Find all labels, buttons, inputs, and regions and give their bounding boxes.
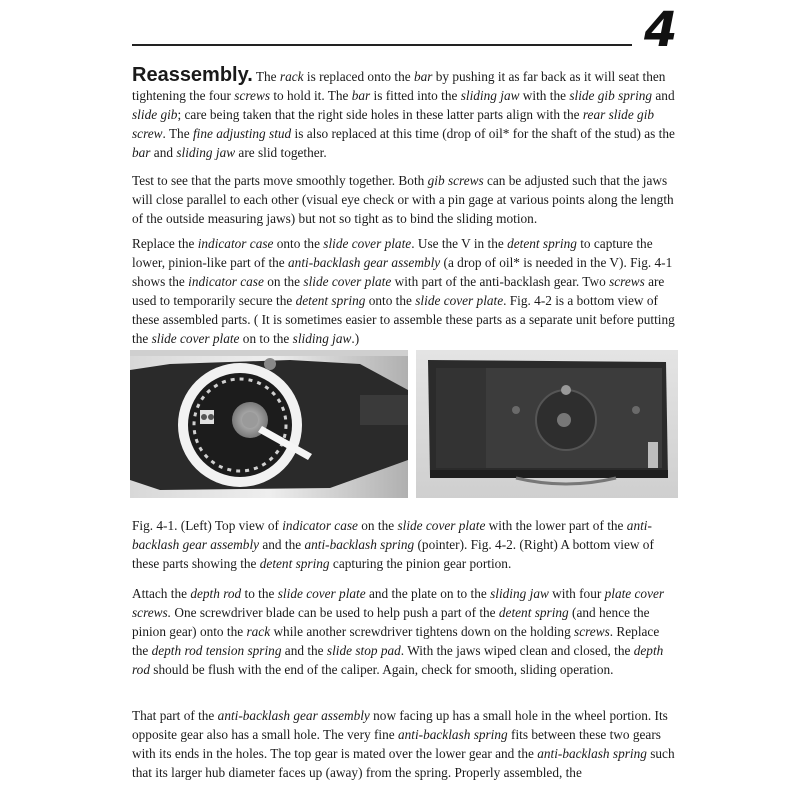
italic-term: anti-backlash gear assembly [288, 255, 441, 270]
paragraph-reassembly [132, 66, 677, 162]
italic-term: depth rod tension spring [151, 643, 282, 658]
italic-term: gib screws [427, 173, 484, 188]
italic-term: slide gib spring [569, 88, 653, 103]
figure-4-1-photo [130, 350, 408, 498]
figure-caption: Fig. 4-1. (Left) Top view of indicator case on the slide cover plate with the lower part of the anti-backlash gear assembly and the anti-backlash spring (pointer). Fig. 4-2. (Right) A bottom view of these parts showing the detent spring capturing the pinion gear portion. [132, 518, 654, 571]
header-rule [132, 44, 632, 46]
italic-term: indicator case [197, 236, 274, 251]
italic-term: depth rod [190, 586, 242, 601]
figure-4-2-photo [416, 350, 678, 498]
italic-term: sliding jaw [490, 586, 549, 601]
paragraph-anti-backlash: That part of the anti-backlash gear assembly now facing up has a small hole in the wheel portion. Its opposite gear also has a small hole. The very fine anti-backlash spring fits between these two gears with its ends in the holes. The top gear is mated over the lower gear and the anti-backlash spring such that its larger hub diameter faces up (away) from the spring. Properly assembled, the [132, 708, 675, 780]
italic-term: screws [234, 88, 270, 103]
italic-term: sliding jaw [176, 145, 236, 160]
italic-term: slide cover plate [277, 586, 366, 601]
italic-term: sliding jaw [460, 88, 520, 103]
section-heading: Reassembly. [132, 64, 253, 86]
italic-term: slide gib [132, 107, 178, 122]
italic-term: sliding jaw [292, 331, 352, 346]
paragraph-body: The rack is replaced onto the bar by pushing it as far back as it will seat then tightening the four screws to hold it. The bar is fitted into the sliding jaw with the slide gib spring and slide gib; care being taken that the right side holes in these latter parts align with the rear slide gib screw. The fine adjusting stud is also replaced at this time (drop of oil* for the shaft of the stud) as the bar and sliding jaw are slid together. [132, 69, 675, 160]
italic-term: screws [574, 624, 610, 639]
italic-term: slide cover plate [303, 274, 392, 289]
italic-term: slide cover plate [151, 331, 240, 346]
italic-term: anti-backlash gear assembly [132, 518, 652, 552]
italic-term: anti-backlash spring [304, 537, 415, 552]
italic-term: plate cover screws. [132, 586, 665, 620]
italic-term: fine adjusting stud [192, 126, 292, 141]
italic-term: rack [246, 624, 271, 639]
italic-term: anti-backlash gear assembly [217, 708, 370, 723]
italic-term: detent spring [259, 556, 330, 571]
italic-term: anti-backlash spring [397, 727, 508, 742]
italic-term: slide cover plate [323, 236, 412, 251]
italic-term: indicator case [188, 274, 264, 289]
italic-term: screws [609, 274, 645, 289]
italic-term: detent spring [498, 605, 569, 620]
italic-term: bar [132, 145, 151, 160]
italic-term: depth rod [132, 643, 664, 677]
italic-term: detent spring [507, 236, 577, 251]
page-number: 4 [644, 2, 678, 58]
italic-term: bar [351, 88, 371, 103]
italic-term: indicator case [282, 518, 358, 533]
paragraph-depth-rod: Attach the depth rod to the slide cover plate and the plate on to the sliding jaw with four plate cover screws. One screwdriver blade can be used to help push a part of the detent spring (and hence the pinion gear) onto the rack while another screwdriver tightens down on the holding screws. Replace the depth rod tension spring and the slide stop pad. With the jaws wiped clean and closed, the depth rod should be flush with the end of the caliper. Again, check for smooth, sliding operation. [132, 586, 665, 677]
italic-term: rack [279, 69, 304, 84]
italic-term: rear slide gib screw [132, 107, 655, 141]
italic-term: bar [413, 69, 433, 84]
italic-term: slide cover plate [415, 293, 504, 308]
italic-term: slide stop pad [326, 643, 401, 658]
paragraph-test: Test to see that the parts move smoothly together. Both gib screws can be adjusted such that the jaws will close parallel to each other (visual eye check or with a pin gage at various points along the length of the outside measuring jaws) but not so tight as to bind the sliding motion. [132, 173, 674, 226]
italic-term: slide cover plate [397, 518, 486, 533]
italic-term: detent spring [295, 293, 366, 308]
italic-term: anti-backlash spring [537, 746, 647, 761]
paragraph-indicator-case: Replace the indicator case onto the slide cover plate. Use the V in the detent spring to capture the lower, pinion-like part of the anti-backlash gear assembly (a drop of oil* is needed in the V). Fig. 4-1 shows the indicator case on the slide cover plate with part of the anti-backlash gear. Two screws are used to temporarily secure the detent spring onto the slide cover plate. Fig. 4-2 is a bottom view of these assembled parts. ( It is sometimes easier to assemble these parts as a separate unit before putting the slide cover plate on to the sliding jaw.) [132, 236, 675, 346]
